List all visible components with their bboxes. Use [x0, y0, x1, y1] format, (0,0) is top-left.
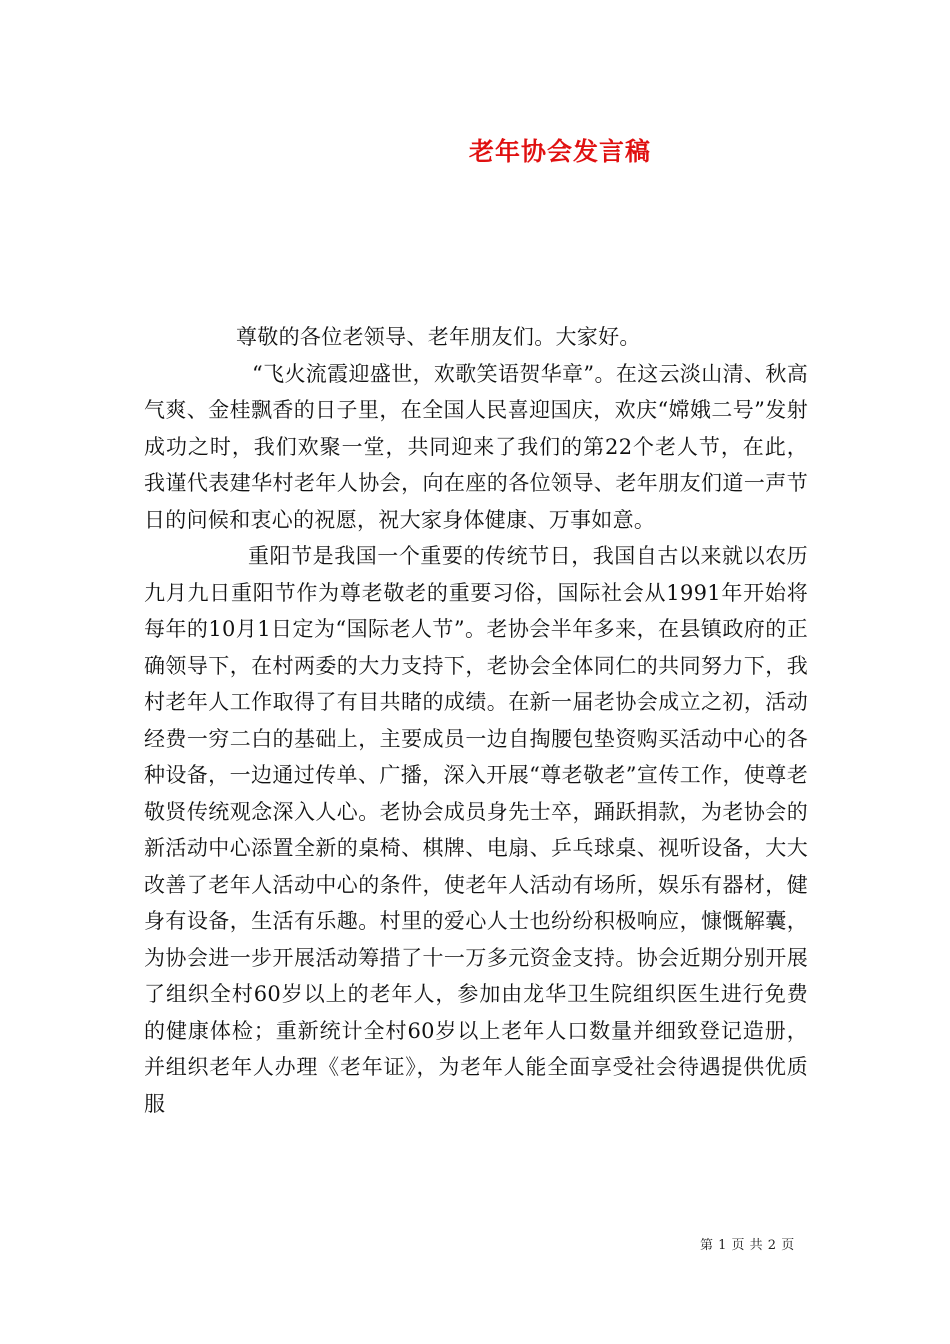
document-body	[144, 319, 808, 1122]
document-title: 老年协会发言稿	[468, 137, 651, 166]
salutation: 尊敬的各位老领导、老年朋友们。大家好。	[236, 325, 641, 349]
paragraph-2: 重阳节是我国一个重要的传统节日，我国自古以来就以农历九月九日重阳节作为尊老敬老的重要习俗，国际社会从1991年开始将每年的10月1日定为“国际老人节”。老协会半年多来，在县镇政府的正确领导下，在村两委的大力支持下，老协会全体同仁的共同努力下，我村老年人工作取得了有目共睹的成绩。在新一届老协会成立之初，活动经费一穷二白的基础上，主要成员一边自掏腰包垫资购买活动中心的各种设备，一边通过传单、广播，深入开展“尊老敬老”宣传工作，使尊老敬贤传统观念深入人心。老协会成员身先士卒，踊跃捐款，为老协会的新活动中心添置全新的桌椅、棋牌、电扇、乒乓球桌、视听设备，大大改善了老年人活动中心的条件，使老年人活动有场所，娱乐有器材，健身有设备，生活有乐趣。村里的爱心人士也纷纷积极响应，慷慨解囊，为协会进一步开展活动筹措了十一万多元资金支持。协会近期分别开展了组织全村60岁以上的老年人，参加由龙华卫生院组织医生进行免费的健康体检；重新统计全村60岁以上老年人口数量并细致登记造册，并组织老年人办理《老年证》，为老年人能全面享受社会待遇提供优质服	[144, 544, 808, 1116]
page-number-footer: 第 1 页 共 2 页	[700, 1238, 795, 1253]
paragraph-1: “飞火流霞迎盛世，欢歌笑语贺华章”。在这云淡山清、秋高气爽、金桂飘香的日子里，在全国人民喜迎国庆，欢庆“嫦娥二号”发射成功之时，我们欢聚一堂，共同迎来了我们的第22个老人节，在此，我谨代表建华村老年人协会，向在座的各位领导、老年朋友们道一声节日的问候和衷心的祝愿，祝大家身体健康、万事如意。	[144, 361, 808, 532]
